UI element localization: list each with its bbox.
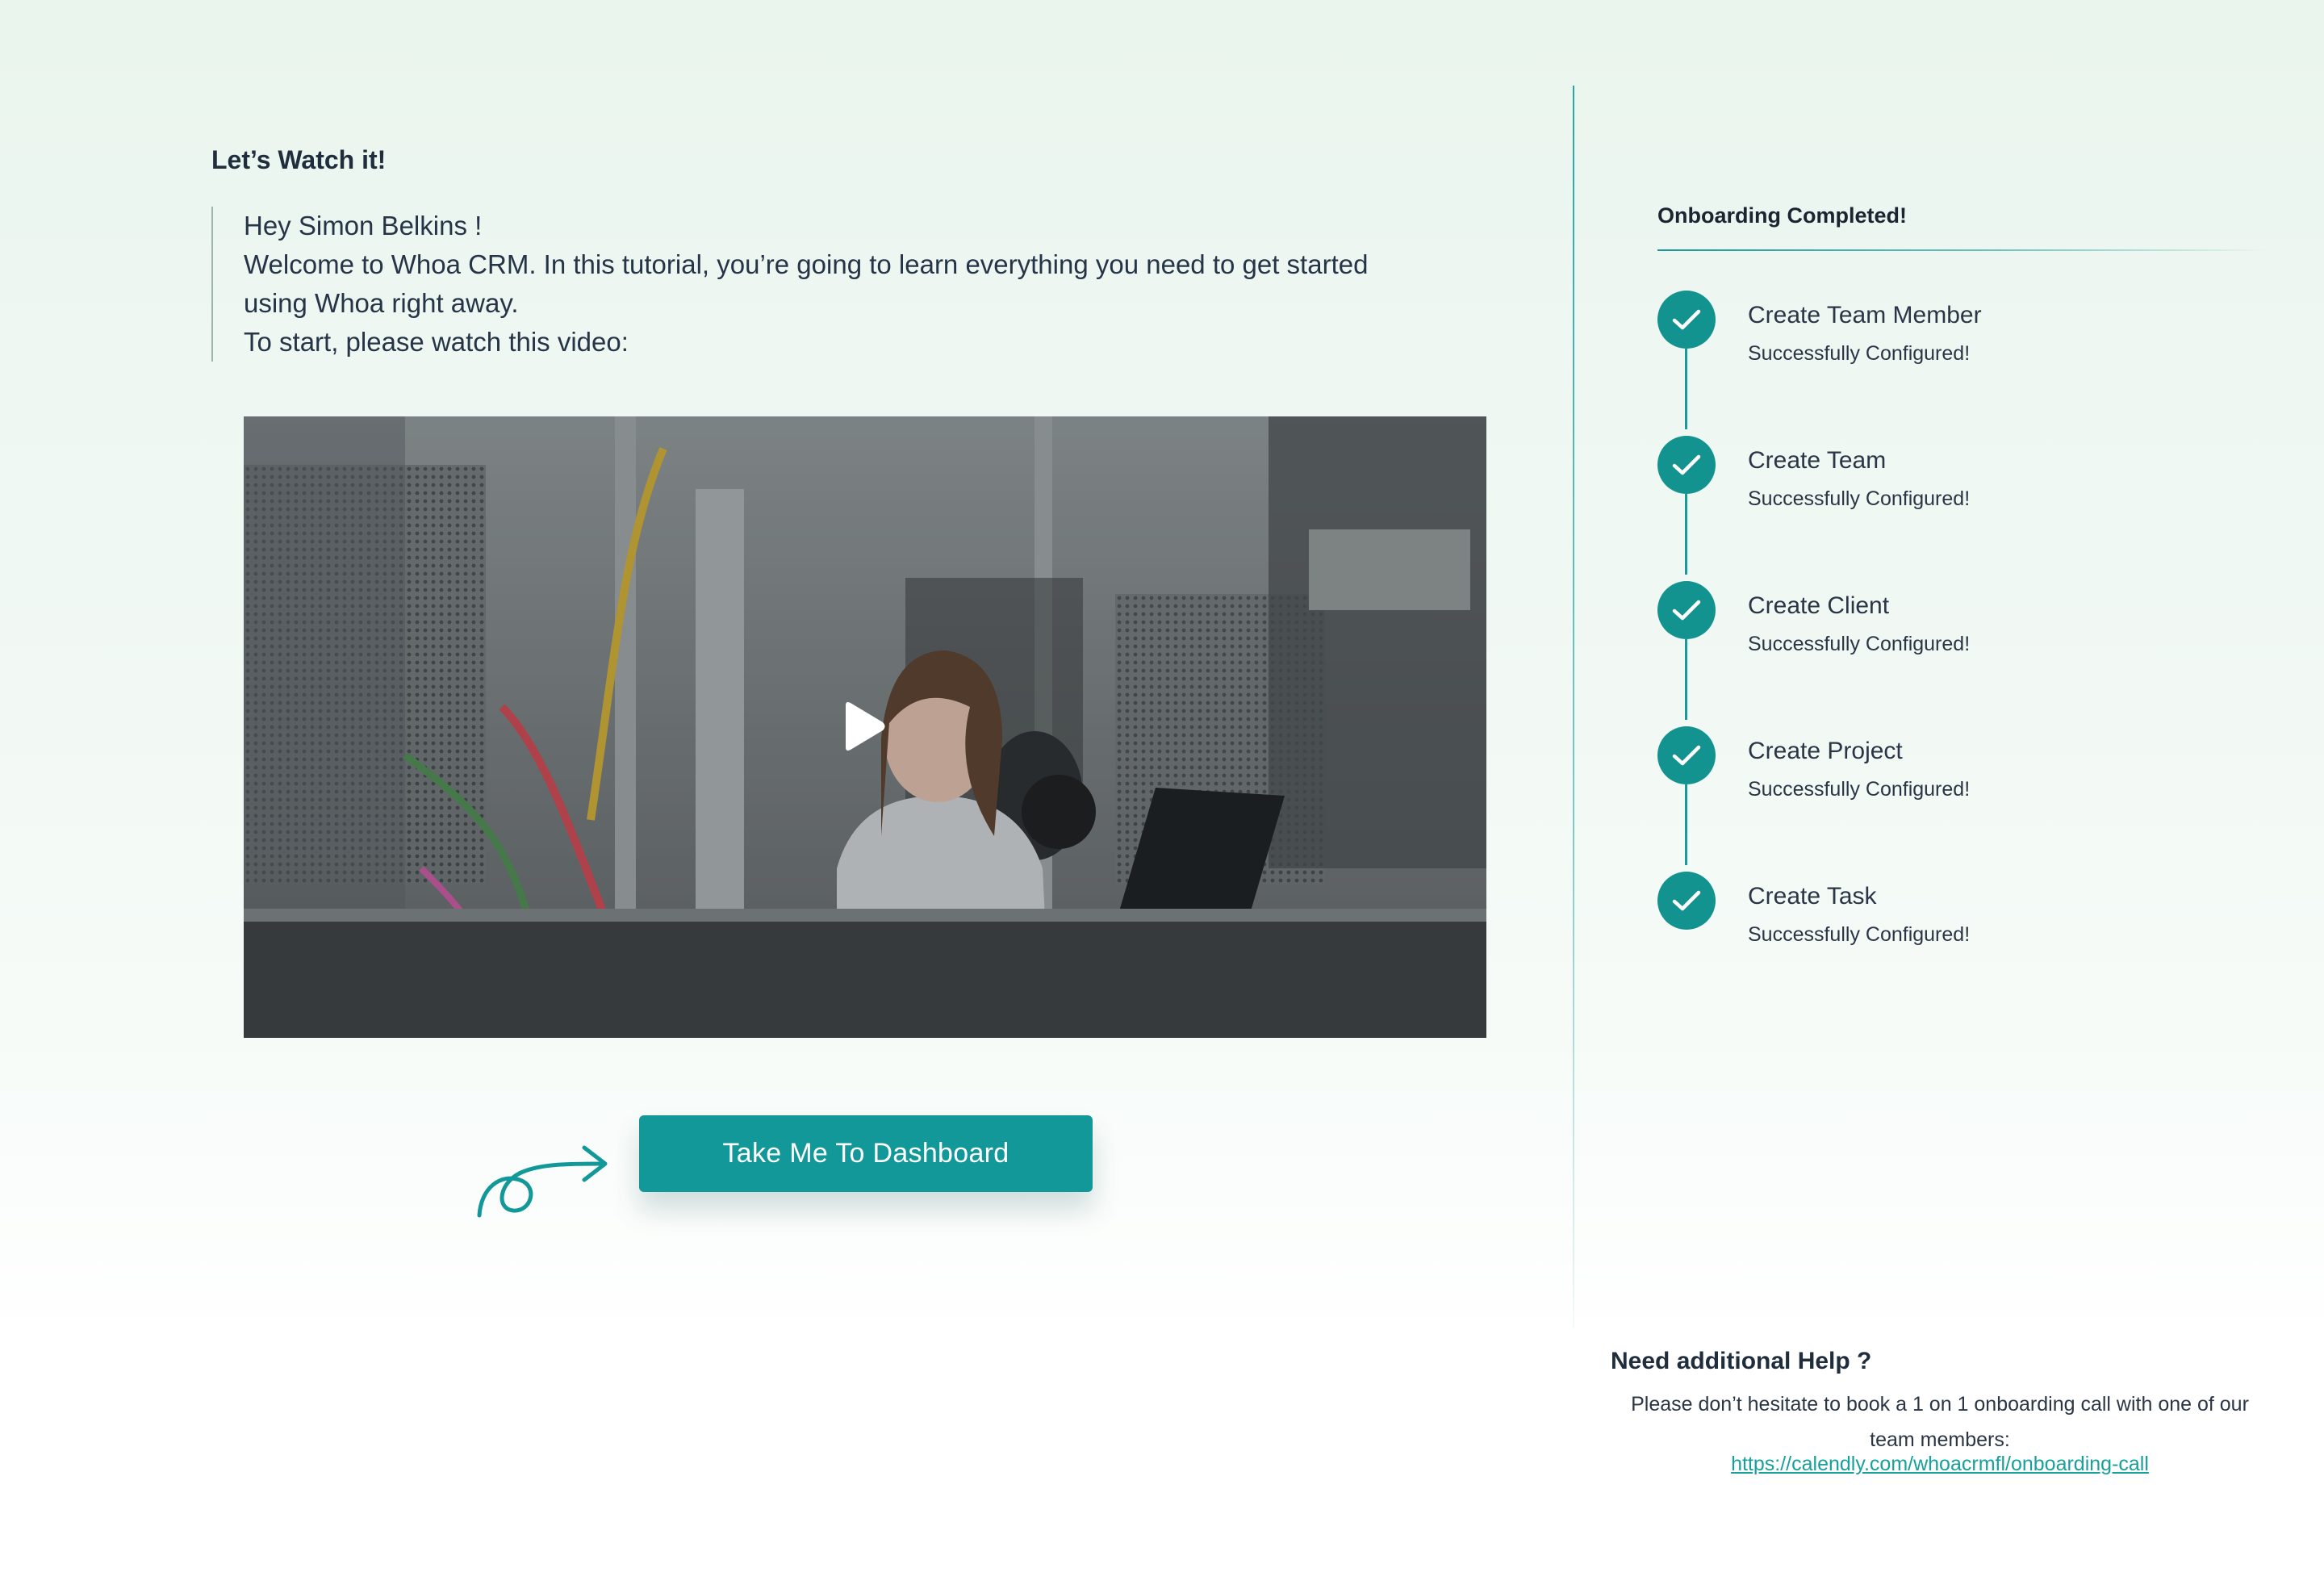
checkmark-icon bbox=[1657, 291, 1716, 349]
step-status: Successfully Configured! bbox=[1748, 633, 1971, 655]
section-heading: Let’s Watch it! bbox=[211, 145, 387, 174]
step-title: Create Client bbox=[1748, 592, 1890, 619]
instruction-text: To start, please watch this video: bbox=[244, 327, 629, 357]
greeting-text: Hey Simon Belkins ! bbox=[244, 211, 483, 240]
step-status: Successfully Configured! bbox=[1748, 778, 1971, 801]
step-status: Successfully Configured! bbox=[1748, 342, 1971, 365]
step-title: Create Team bbox=[1748, 447, 1887, 474]
checkmark-icon bbox=[1657, 436, 1716, 494]
checkmark-icon bbox=[1657, 726, 1716, 784]
take-me-to-dashboard-button[interactable]: Take Me To Dashboard bbox=[639, 1115, 1093, 1192]
onboarding-title-rule bbox=[1657, 249, 2268, 251]
step-connector bbox=[1685, 784, 1687, 865]
step-title: Create Team Member bbox=[1748, 302, 1982, 328]
welcome-text-line-1: Welcome to Whoa CRM. In this tutorial, you’re going to learn everything you need to get started bbox=[244, 249, 1369, 279]
step-title: Create Task bbox=[1748, 883, 1877, 910]
play-icon[interactable] bbox=[841, 700, 886, 752]
calendly-link[interactable]: https://calendly.com/whoacrmfl/onboarding-call bbox=[1731, 1453, 2149, 1475]
curly-arrow-icon bbox=[474, 1131, 612, 1220]
step-connector bbox=[1685, 639, 1687, 720]
intro-text-block bbox=[211, 207, 1519, 362]
help-text: Please don’t hesitate to book a 1 on 1 onboarding call with one of our team members: bbox=[1631, 1393, 2249, 1451]
checkmark-icon bbox=[1657, 872, 1716, 930]
onboarding-title: Onboarding Completed! bbox=[1657, 203, 1907, 228]
step-title: Create Project bbox=[1748, 738, 1903, 764]
column-divider bbox=[1573, 86, 1574, 1328]
step-status: Successfully Configured! bbox=[1748, 923, 1971, 946]
help-title: Need additional Help ? bbox=[1611, 1348, 1872, 1374]
step-connector bbox=[1685, 494, 1687, 575]
step-connector bbox=[1685, 349, 1687, 429]
checkmark-icon bbox=[1657, 581, 1716, 639]
step-status: Successfully Configured! bbox=[1748, 487, 1971, 510]
welcome-text-line-2: using Whoa right away. bbox=[244, 288, 519, 318]
